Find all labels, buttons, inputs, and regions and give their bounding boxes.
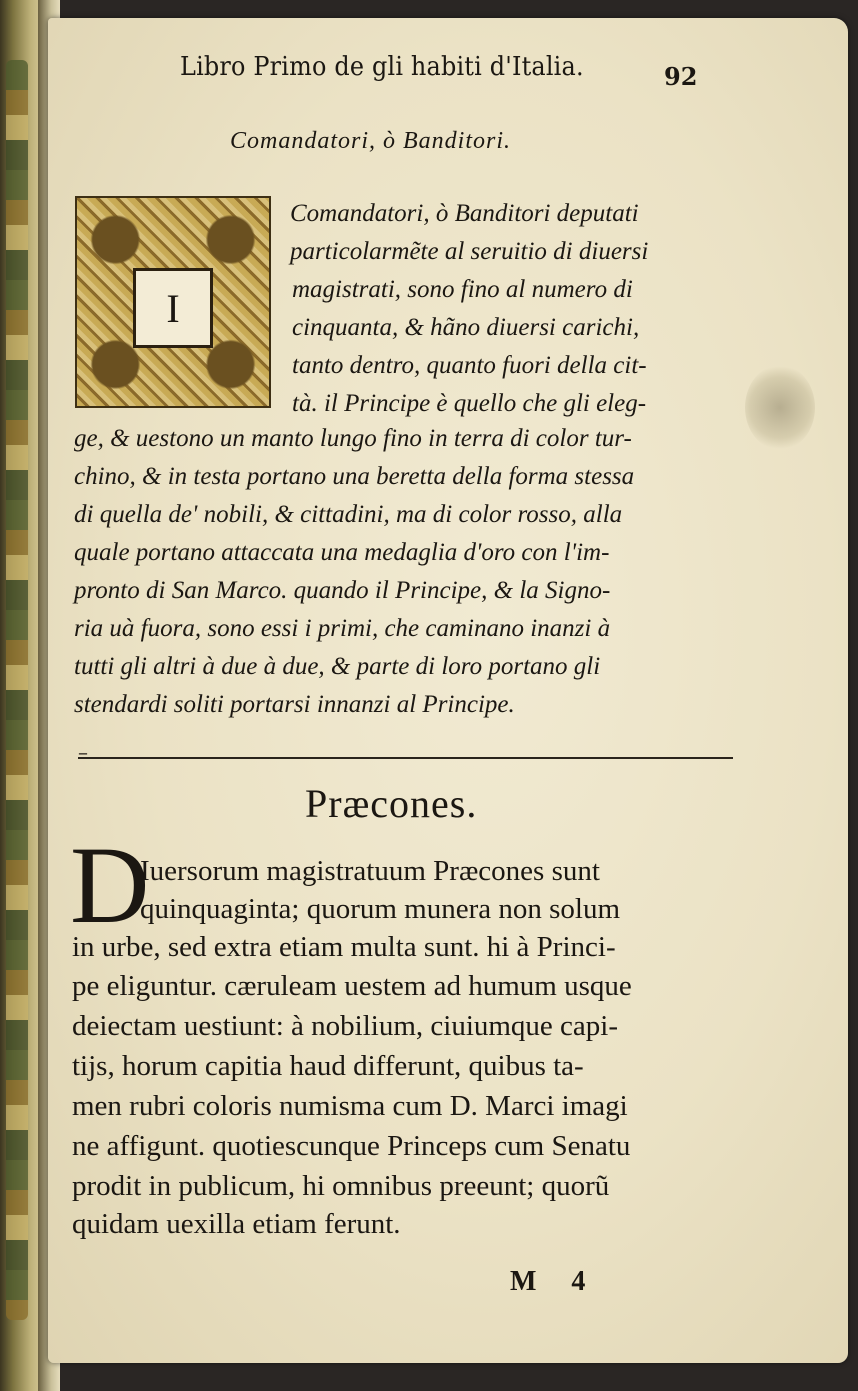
latin-line: tijs, horum capitia haud differunt, quibus ta- bbox=[72, 1050, 584, 1082]
page-number: 92 bbox=[664, 62, 698, 91]
section-divider bbox=[78, 757, 733, 759]
latin-line: prodit in publicum, hi omnibus preeunt; quorũ bbox=[72, 1170, 610, 1202]
italian-line: ge, & uestono un manto lungo fino in terra di color tur- bbox=[74, 425, 632, 452]
latin-line: in urbe, sed extra etiam multa sunt. hi à Princi- bbox=[72, 931, 616, 963]
italian-line: chino, & in testa portano una beretta della forma stessa bbox=[74, 463, 635, 490]
page-stain bbox=[745, 365, 815, 450]
italian-line: magistrati, sono fino al numero di bbox=[292, 276, 633, 303]
section-title-latin: Præcones. bbox=[305, 781, 478, 826]
initial-frame bbox=[133, 268, 213, 348]
italian-line: ria uà fuora, sono essi i primi, che caminano inanzi à bbox=[74, 615, 611, 642]
signature-mark: M 4 bbox=[510, 1266, 600, 1297]
italian-line: Comandatori, ò Banditori deputati bbox=[290, 200, 639, 227]
italian-line: quale portano attaccata una medaglia d'oro con l'im- bbox=[74, 539, 610, 566]
latin-line: men rubri coloris numisma cum D. Marci imagi bbox=[72, 1090, 628, 1122]
left-page-illustration bbox=[6, 60, 28, 1320]
decorated-initial bbox=[75, 196, 271, 408]
initial-letter: I bbox=[166, 285, 180, 331]
latin-line: deiectam uestiunt: à nobilium, ciuiumque capi- bbox=[72, 1010, 619, 1042]
rule-dash: – bbox=[78, 740, 88, 764]
italian-line: di quella de' nobili, & cittadini, ma di color rosso, alla bbox=[74, 501, 623, 528]
italian-line: tanto dentro, quanto fuori della cit- bbox=[292, 352, 647, 379]
drop-cap: D bbox=[70, 824, 150, 946]
latin-line: pe eliguntur. cæruleam uestem ad humum usque bbox=[72, 970, 632, 1002]
italian-line: particolarmẽte al seruitio di diuersi bbox=[290, 238, 649, 265]
latin-line: ne affigunt. quotiescunque Princeps cum Senatu bbox=[72, 1130, 631, 1162]
italian-line: stendardi soliti portarsi innanzi al Principe. bbox=[74, 691, 515, 718]
italian-line: tà. il Principe è quello che gli eleg- bbox=[292, 390, 647, 417]
italian-line: pronto di San Marco. quando il Principe, & la Signo- bbox=[74, 577, 611, 604]
italian-line: tutti gli altri à due à due, & parte di loro portano gli bbox=[74, 653, 601, 680]
italian-line: cinquanta, & hãno diuersi carichi, bbox=[292, 314, 640, 341]
latin-line: quinquaginta; quorum munera non solum bbox=[140, 893, 621, 925]
latin-line: quidam uexilla etiam ferunt. bbox=[72, 1208, 401, 1240]
latin-line: Iuersorum magistratuum Præcones sunt bbox=[140, 855, 600, 887]
section-title-italian: Comandatori, ò Banditori. bbox=[230, 128, 512, 154]
running-head: Libro Primo de gli habiti d'Italia. bbox=[180, 52, 584, 82]
